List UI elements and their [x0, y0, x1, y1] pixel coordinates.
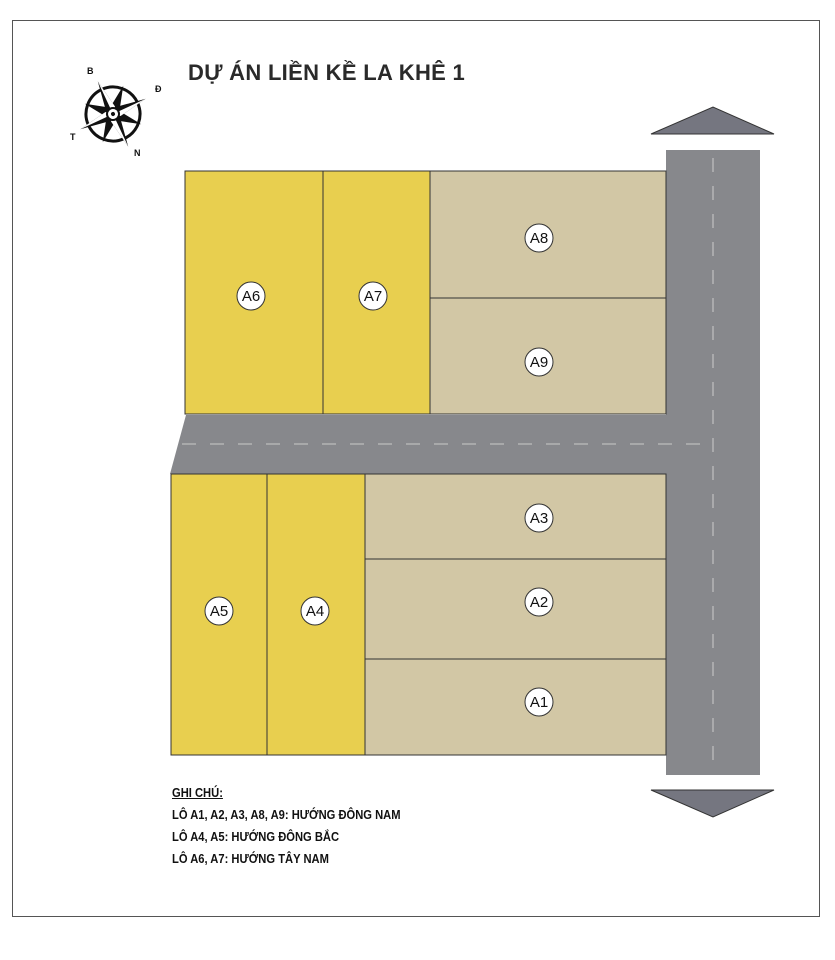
- plot-a2[interactable]: [365, 559, 666, 659]
- plot-a2-label: A2: [529, 594, 549, 611]
- plot-a1[interactable]: [365, 659, 666, 755]
- compass-north-letter: B: [87, 66, 94, 76]
- label-a9: [525, 348, 553, 376]
- plot-a4-label: A4: [305, 603, 325, 620]
- label-a1: [525, 688, 553, 716]
- lower-block: [171, 474, 666, 755]
- project-title: DỰ ÁN LIỀN KỀ LA KHÊ 1: [188, 60, 466, 85]
- compass-west-letter: T: [70, 132, 76, 142]
- legend-notes: [172, 782, 401, 870]
- label-a7: [359, 282, 387, 310]
- label-a5: [205, 597, 233, 625]
- compass-south-letter: N: [134, 148, 141, 158]
- label-a3: [525, 504, 553, 532]
- plot-a6-label: A6: [241, 288, 261, 305]
- compass-rose-icon: [57, 58, 170, 171]
- label-a6: [237, 282, 265, 310]
- label-a4: [301, 597, 329, 625]
- plot-a9-label: A9: [529, 354, 549, 371]
- notes-line-southwest: LÔ A6, A7: HƯỚNG TÂY NAM: [172, 851, 329, 866]
- notes-heading: GHI CHÚ:: [172, 785, 223, 800]
- up-arrow-icon: [651, 107, 774, 134]
- plot-a5-label: A5: [209, 603, 229, 620]
- plot-a8-label: A8: [529, 230, 549, 247]
- plot-a3[interactable]: [365, 474, 666, 559]
- plot-a3-label: A3: [529, 510, 549, 527]
- down-arrow-icon: [651, 790, 774, 817]
- compass-east-letter: Đ: [155, 84, 162, 94]
- notes-line-southeast: LÔ A1, A2, A3, A8, A9: HƯỚNG ĐÔNG NAM: [172, 807, 401, 822]
- notes-line-northeast: LÔ A4, A5: HƯỚNG ĐÔNG BẮC: [172, 829, 340, 844]
- label-a8: [525, 224, 553, 252]
- label-a2: [525, 588, 553, 616]
- plot-a1-label: A1: [529, 694, 549, 711]
- plot-a7-label: A7: [363, 288, 383, 305]
